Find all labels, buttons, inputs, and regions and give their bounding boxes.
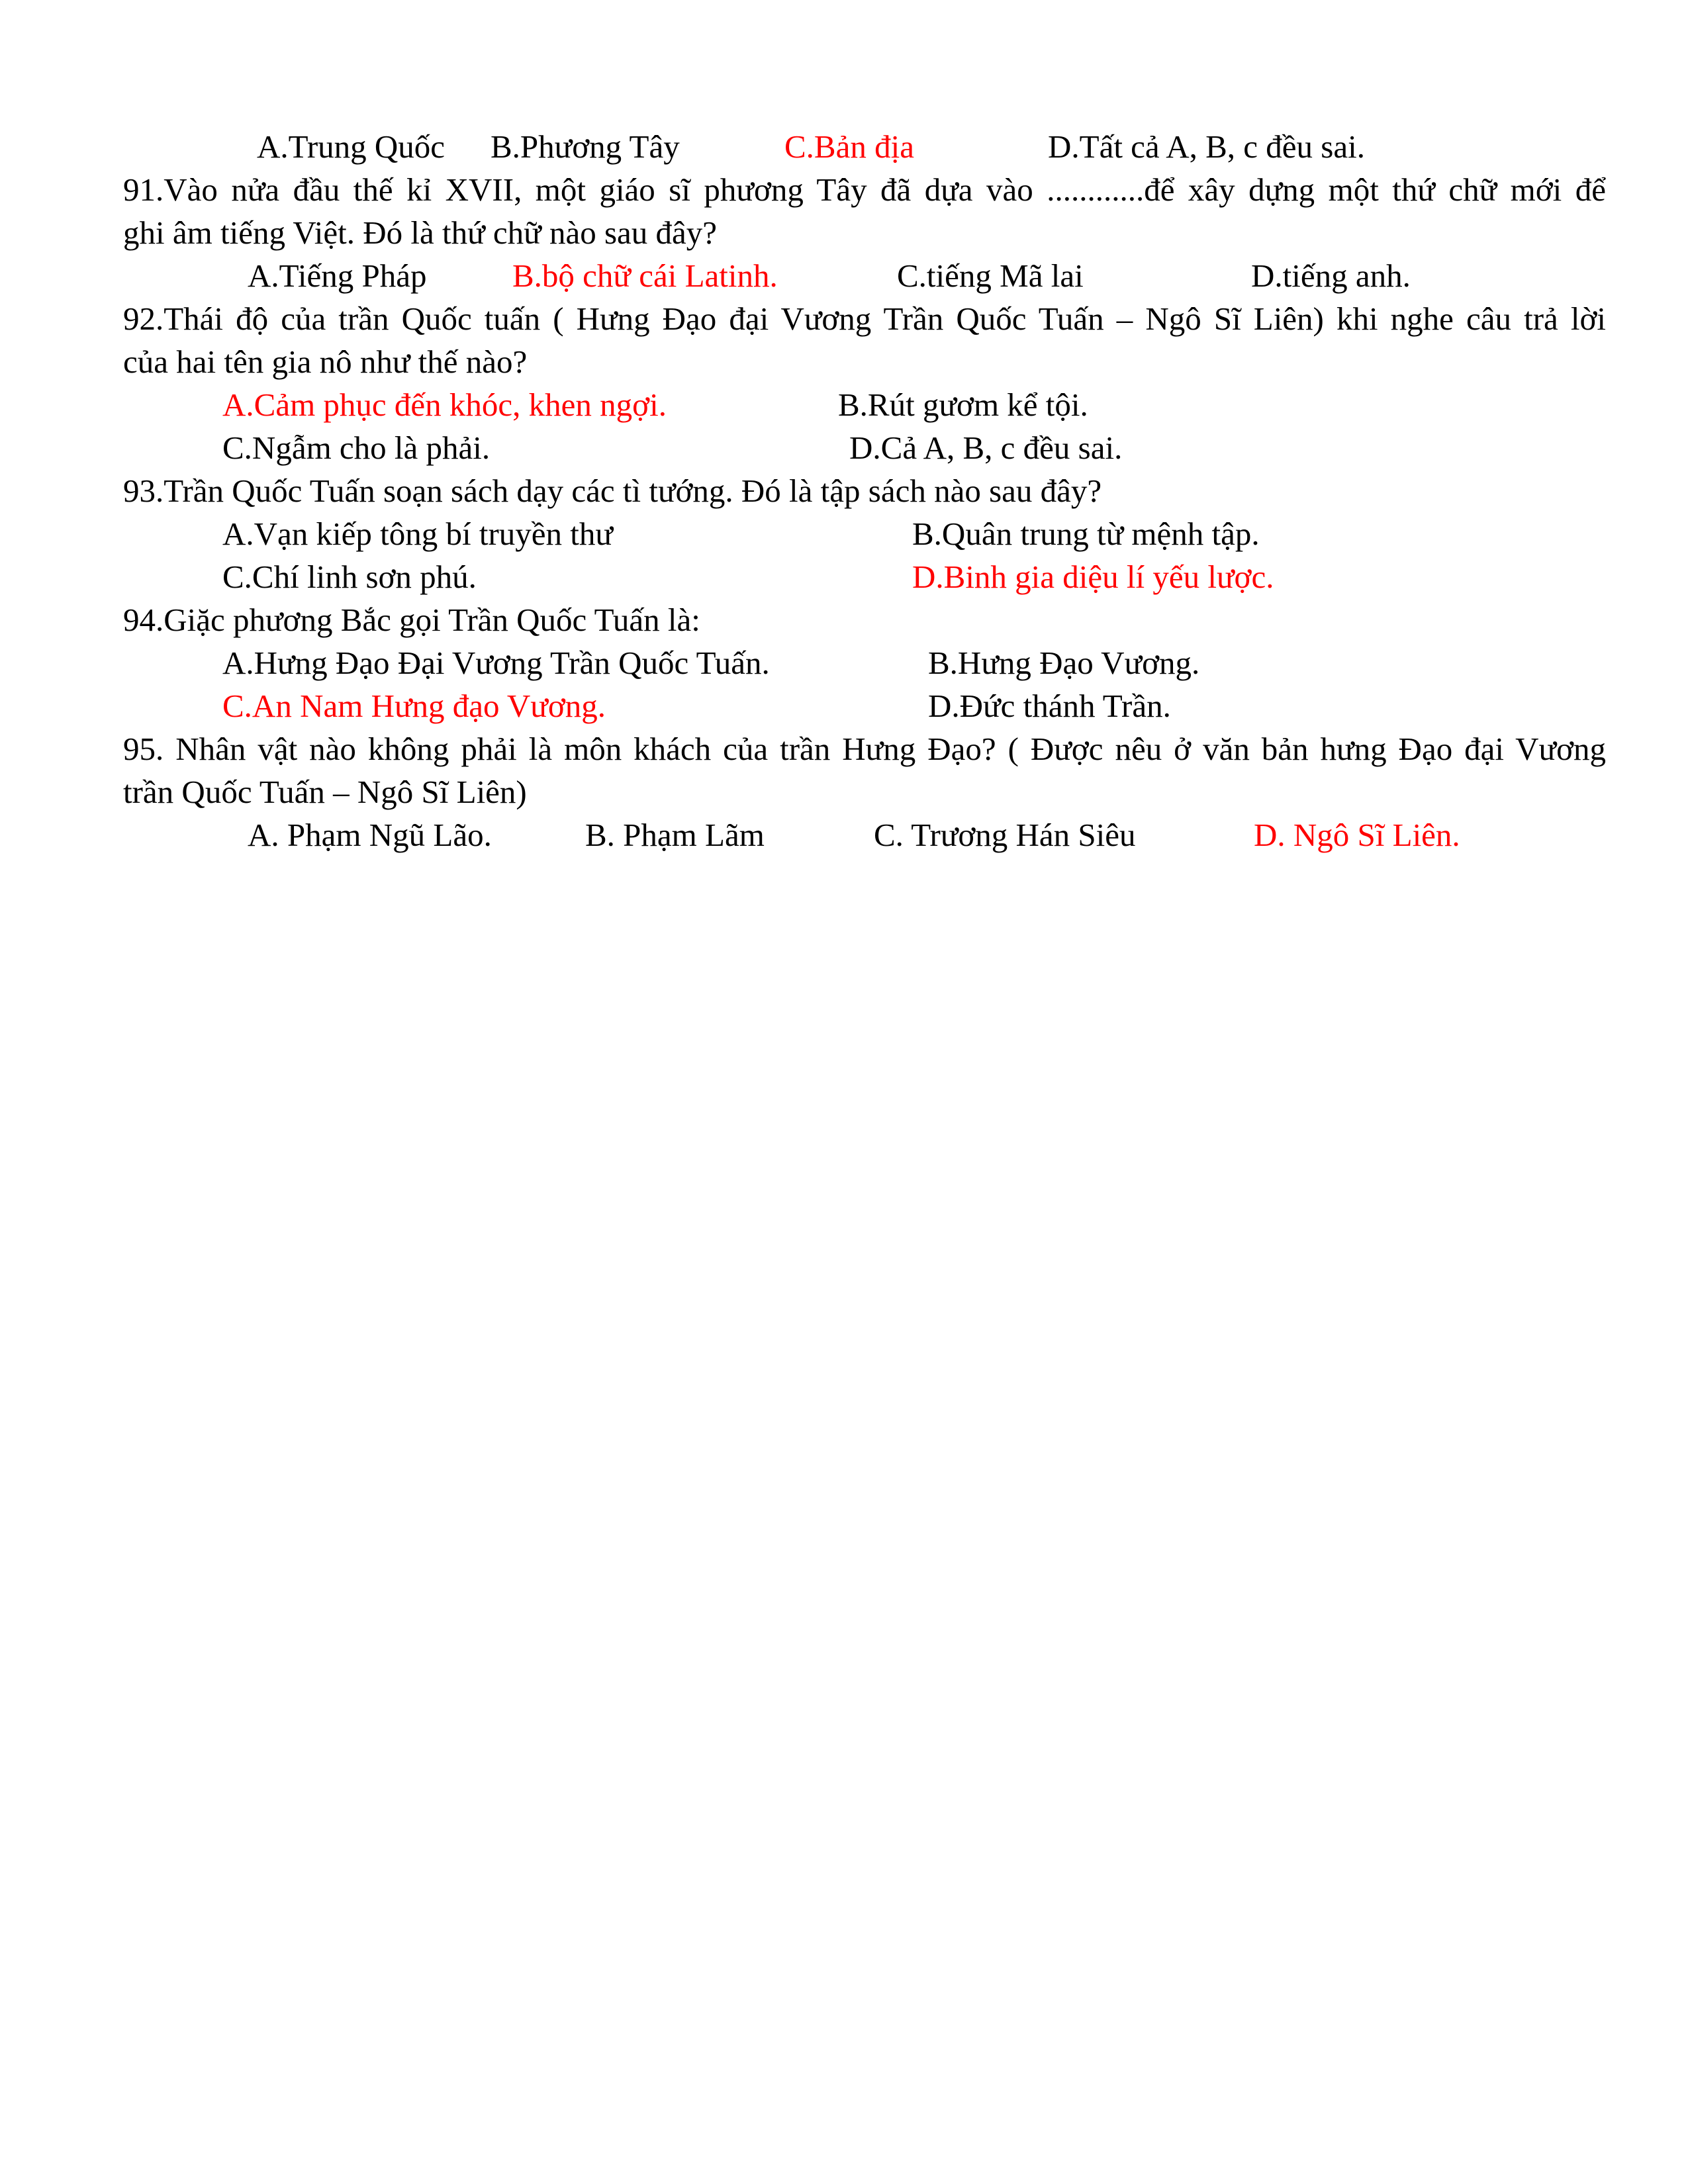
q95-text-line1: 95. Nhân vật nào không phải là môn khách của trần Hưng Đạo? ( Được nêu ở văn bản hưng Đạo đại Vương — [123, 731, 1606, 767]
q91-option-b-answer: B.bộ chữ cái Latinh. — [512, 257, 778, 294]
q95-option-d-answer: D. Ngô Sĩ Liên. — [1254, 817, 1460, 853]
q91-option-d: D.tiếng anh. — [1251, 257, 1411, 294]
q94-option-d: D.Đức thánh Trần. — [928, 688, 1171, 724]
q95-text-line2: trần Quốc Tuấn – Ngô Sĩ Liên) — [123, 774, 527, 810]
q90-option-d: D.Tất cả A, B, c đều sai. — [1048, 128, 1365, 165]
q95-option-a: A. Phạm Ngũ Lão. — [248, 817, 492, 853]
q94-option-a: A.Hưng Đạo Đại Vương Trần Quốc Tuấn. — [222, 645, 770, 681]
q94-option-b: B.Hưng Đạo Vương. — [928, 645, 1200, 681]
q93-option-a: A.Vạn kiếp tông bí truyền thư — [222, 516, 613, 552]
q92-option-b: B.Rút gươm kể tội. — [838, 387, 1088, 423]
q93-option-b: B.Quân trung từ mệnh tập. — [912, 516, 1260, 552]
q93-option-c: C.Chí linh sơn phú. — [222, 559, 477, 595]
q90-option-c-answer: C.Bản địa — [784, 128, 914, 165]
q91-option-c: C.tiếng Mã lai — [897, 257, 1084, 294]
q90-option-a: A.Trung Quốc — [257, 128, 445, 165]
q92-option-d: D.Cả A, B, c đều sai. — [849, 430, 1123, 466]
q90-option-b: B.Phương Tây — [491, 128, 680, 165]
q95-option-b: B. Phạm Lãm — [585, 817, 765, 853]
q92-option-a-answer: A.Cảm phục đến khóc, khen ngợi. — [222, 387, 667, 423]
q94-text-line1: 94.Giặc phương Bắc gọi Trần Quốc Tuấn là: — [123, 602, 700, 638]
q91-text-line1: 91.Vào nửa đầu thế kỉ XVII, một giáo sĩ phương Tây đã dựa vào ............để xây dựng một thứ chữ mới để — [123, 171, 1606, 208]
q92-text-line2: của hai tên gia nô như thế nào? — [123, 343, 528, 380]
q91-option-a: A.Tiếng Pháp — [248, 257, 427, 294]
q93-option-d-answer: D.Binh gia diệu lí yếu lược. — [912, 559, 1274, 595]
q92-text-line1: 92.Thái độ của trần Quốc tuấn ( Hưng Đạo đại Vương Trần Quốc Tuấn – Ngô Sĩ Liên) khi nghe câu trả lời — [123, 300, 1606, 337]
q95-option-c: C. Trương Hán Siêu — [874, 817, 1136, 853]
q93-text-line1: 93.Trần Quốc Tuấn soạn sách dạy các tì tướng. Đó là tập sách nào sau đây? — [123, 473, 1102, 509]
q92-option-c: C.Ngẫm cho là phải. — [222, 430, 491, 466]
q91-text-line2: ghi âm tiếng Việt. Đó là thứ chữ nào sau đây? — [123, 214, 718, 251]
q94-option-c-answer: C.An Nam Hưng đạo Vương. — [222, 688, 606, 724]
